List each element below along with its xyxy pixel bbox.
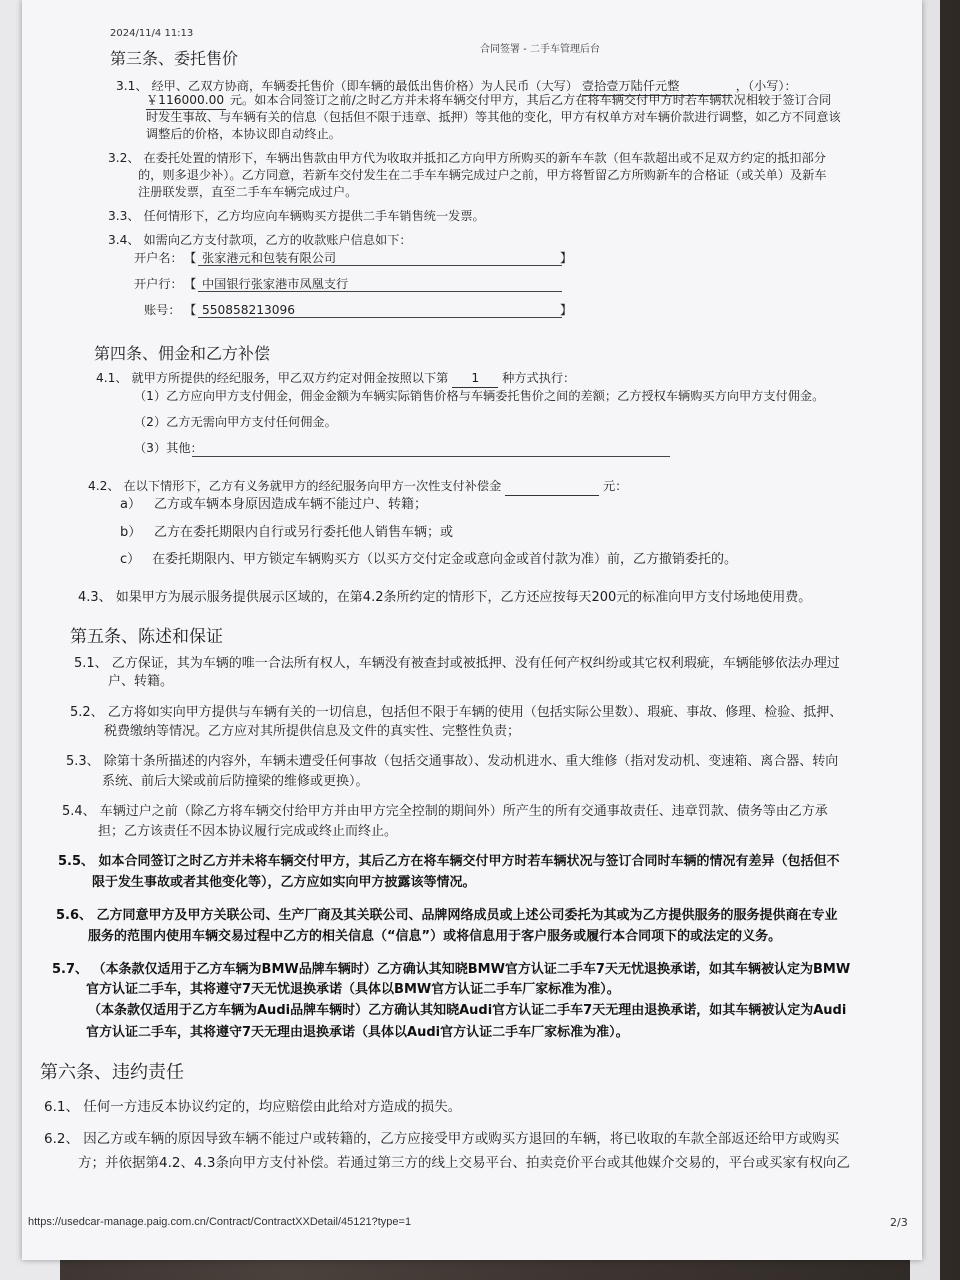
- item-a-label: a）: [120, 497, 141, 512]
- bracket-left: 【: [184, 251, 197, 265]
- print-url: https://usedcar-manage.paig.com.cn/Contract/ContractXXDetail/45121?type=1: [28, 1216, 412, 1228]
- item-b-label: b）: [120, 525, 142, 540]
- clause-5-2-line1: 5.2、 乙方将如实向甲方提供与车辆有关的一切信息，包括但不限于车辆的使用（包括实际公里数）、瑕疵、事故、修理、检验、抵押、: [70, 705, 843, 720]
- compensation-blank: [505, 478, 599, 496]
- clause-3-2-line3: 注册联发票，直至二手车车辆完成过户。: [138, 185, 358, 199]
- amount-in-figures: ￥116000.00: [146, 92, 226, 110]
- bracket-left: 【: [184, 303, 197, 317]
- clause-5-7-line4: 官方认证二手车，其将遵守7天无理由退换承诺（具体以Audi官方认证二手车厂家标准为准）。: [86, 1025, 629, 1040]
- commission-option-2: （2）乙方无需向甲方支付任何佣金。: [134, 415, 337, 429]
- item-c-text: 在委托期限内、甲方锁定车辆购买方（以买方交付定金或意向金或首付款为准）前，乙方撤销委托的。: [152, 552, 738, 567]
- contract-page: [22, 0, 922, 1260]
- clause-5-5-line2: 限于发生事故或者其他变化等），乙方应如实向甲方披露该等情况。: [92, 875, 476, 890]
- clause-5-5-line1: 5.5、 如本合同签订之时乙方并未将车辆交付甲方，其后乙方在将车辆交付甲方时若车辆状况与签订合同时车辆的情况有差异（包括但不: [58, 854, 840, 869]
- clause-5-4-line2: 担；乙方该责任不因本协议履行完成或终止而终止。: [98, 824, 398, 839]
- page-number: 2/3: [890, 1216, 908, 1229]
- item-a-text: 乙方或车辆本身原因造成车辆不能过户、转籍；: [154, 497, 428, 512]
- bracket-right: 】: [560, 303, 573, 317]
- clause-3-1-line3: 时发生事故、与车辆有关的信息（包括但不限于违章、抵押）等其他的变化，甲方有权单方对车辆价款进行调整，如乙方不同意该: [146, 110, 841, 124]
- clause-5-1-line1: 5.1、 乙方保证，其为车辆的唯一合法所有权人，车辆没有被查封或被抵押、没有任何产权纠纷或其它权利瑕疵，车辆能够依法办理过: [74, 656, 840, 671]
- account-name-label: 开户名：: [134, 251, 183, 265]
- clause-5-7-line1: 5.7、 （本条款仅适用于乙方车辆为BMW品牌车辆时）乙方确认其知晓BMW官方认证二手车7天无忧退换承诺，如其车辆被认定为BMW: [52, 962, 851, 977]
- clause-3-2-line1: 3.2、 在委托处置的情形下，车辆出售款由甲方代为收取并抵扣乙方向甲方所购买的新车车款（但车款超出或不足双方约定的抵扣部分: [108, 151, 826, 165]
- clause-4-3: 4.3、 如果甲方为展示服务提供展示区域的，在第4.2条所约定的情形下，乙方还应按每天200元的标准向甲方支付场地使用费。: [78, 590, 812, 605]
- clause-5-6-line1: 5.6、 乙方同意甲方及甲方关联公司、生产厂商及其关联公司、品牌网络成员或上述公司委托为其或为乙方提供服务的服务提供商在专业: [56, 908, 838, 923]
- article3-title: 第三条、委托售价: [110, 49, 239, 68]
- article6-title: 第六条、违约责任: [40, 1062, 184, 1083]
- account-number-label: 账号：: [144, 303, 181, 317]
- print-page-title: 合同签署 - 二手车管理后台: [480, 44, 600, 55]
- other-option-underline: [192, 455, 670, 457]
- account-number-underline: [198, 316, 562, 318]
- clause-4-1: [96, 370, 575, 388]
- clause-3-4: 3.4、 如需向乙方支付款项，乙方的收款账户信息如下：: [108, 233, 412, 247]
- clause-3-1-line2: [146, 92, 831, 110]
- clause-4-2-text: 4.2、 在以下情形下，乙方有义务就甲方的经纪服务向甲方一次性支付补偿金: [88, 479, 502, 493]
- commission-option-number: 1: [452, 370, 498, 388]
- clause-5-2-line2: 税费缴纳等情况。乙方应对其所提供信息及文件的真实性、完整性负责；: [104, 724, 521, 739]
- clause-6-1: 6.1、 任何一方违反本协议约定的，均应赔偿由此给对方造成的损失。: [44, 1099, 462, 1115]
- clause-6-2-line2: 方；并依据第4.2、4.3条向甲方支付补偿。若通过第三方的线上交易平台、拍卖竞价平台或其他媒介交易的，平台或买家有权向乙: [78, 1155, 850, 1171]
- commission-option-1: （1）乙方应向甲方支付佣金，佣金金额为车辆实际销售价格与车辆委托售价之间的差额；乙方授权车辆购买方向甲方支付佣金。: [134, 389, 825, 403]
- clause-5-1-line2: 户、转籍。: [108, 674, 174, 689]
- clause-3-2-line2: 的，则多退少补）。乙方同意，若新车交付发生在二手车车辆完成过户之前，甲方将暂留乙方所购新车的合格证（或关单）及新车: [138, 168, 827, 182]
- item-c-label: c）: [120, 552, 141, 567]
- clause-3-1-text: 元。如本合同签订之前/之时乙方并未将车辆交付甲方，其后乙方在将车辆交付甲方时若车辆状况相较于签订合同: [229, 93, 832, 107]
- article4-title: 第四条、佣金和乙方补偿: [94, 344, 271, 363]
- clause-5-3-line1: 5.3、 除第十条所描述的内容外，车辆未遭受任何事故（包括交通事故）、发动机进水、重大维修（指对发动机、变速箱、离合器、转向: [66, 754, 839, 769]
- clause-5-7-line2: 官方认证二手车，其将遵守7天无忧退换承诺（具体以BMW官方认证二手车厂家标准为准）。: [86, 982, 620, 997]
- clause-5-6-line2: 服务的范围内使用车辆交易过程中乙方的相关信息（“信息”）或将信息用于客户服务或履行本合同项下的或法定的义务。: [88, 929, 782, 944]
- clause-4-1-text: 4.1、 就甲方所提供的经纪服务，甲乙双方约定对佣金按照以下第: [96, 371, 449, 385]
- clause-4-2-text: 元：: [603, 479, 628, 493]
- print-datetime: 2024/11/4 11:13: [110, 28, 194, 39]
- account-number-value: 550858213096: [202, 303, 296, 317]
- clause-3-3: 3.3、 任何情形下，乙方均应向车辆购买方提供二手车销售统一发票。: [108, 209, 485, 223]
- bracket-left: 【: [184, 277, 197, 291]
- clause-3-1-text: ，（小写）：: [735, 79, 797, 93]
- clause-4-1-text: 种方式执行：: [502, 371, 576, 385]
- account-bank-value: 中国银行张家港市凤凰支行: [202, 277, 349, 291]
- clause-5-3-line2: 系统、前后大梁或前后防撞梁的维修或更换）。: [102, 774, 369, 789]
- clause-5-4-line1: 5.4、 车辆过户之前（除乙方将车辆交付给甲方并由甲方完全控制的期间外）所产生的所有交通事故责任、违章罚款、债务等由乙方承: [62, 804, 828, 819]
- amount-in-words: 壹拾壹万陆仟元整: [582, 78, 732, 96]
- clause-3-1-line4: 调整后的价格，本协议即自动终止。: [146, 127, 341, 141]
- commission-option-3: （3）其他：: [134, 441, 203, 455]
- clause-3-1-text: 3.1、 经甲、乙双方协商，车辆委托售价（即车辆的最低出售价格）为人民币（大写）: [116, 79, 579, 93]
- account-bank-underline: [198, 290, 562, 292]
- clause-5-7-line3: （本条款仅适用于乙方车辆为Audi品牌车辆时）乙方确认其知晓Audi官方认证二手车7天无理由退换承诺，如其车辆被认定为Audi: [88, 1003, 847, 1018]
- account-name-underline: [198, 264, 562, 266]
- account-bank-label: 开户行：: [134, 277, 183, 291]
- account-name-value: 张家港元和包装有限公司: [202, 251, 337, 265]
- bracket-right: 】: [560, 251, 573, 265]
- article5-title: 第五条、陈述和保证: [70, 627, 223, 647]
- clause-6-2-line1: 6.2、 因乙方或车辆的原因导致车辆不能过户或转籍的，乙方应接受甲方或购买方退回的车辆，将已收取的车款全部返还给甲方或购买: [44, 1131, 840, 1147]
- item-b-text: 乙方在委托期限内自行或另行委托他人销售车辆；或: [154, 525, 454, 540]
